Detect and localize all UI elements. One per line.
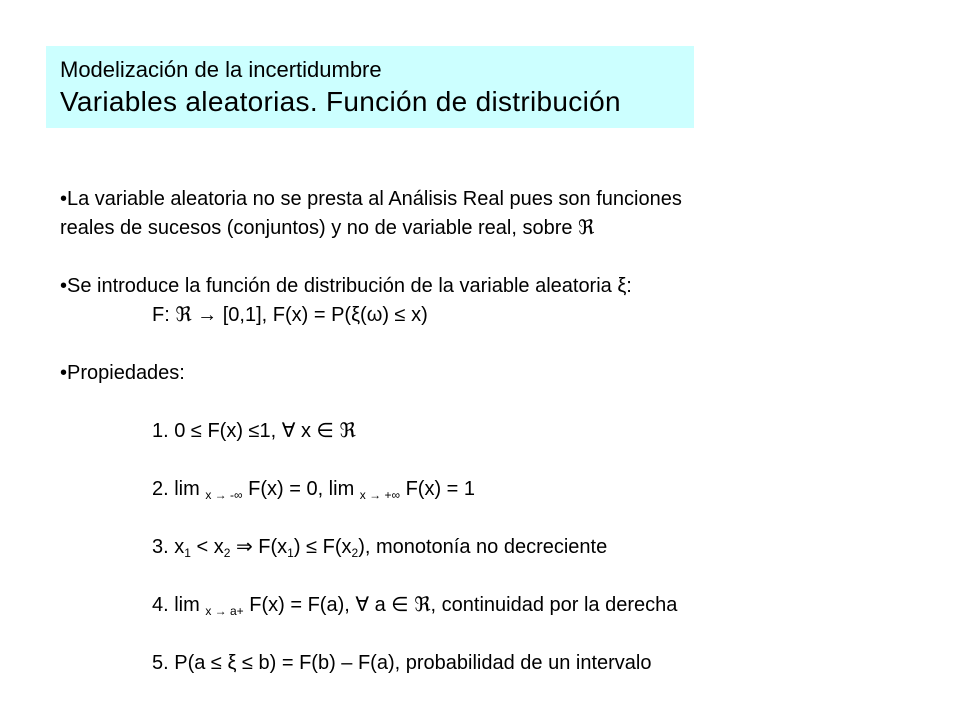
spacer [60,562,920,591]
property-3-sub-4: 2 [351,546,359,560]
spacer [60,243,920,272]
property-2-text-c: F(x) = 1 [400,478,476,500]
property-3-text-c: ⇒ F(x [230,536,288,558]
property-3-sub-2: 2 [223,546,231,560]
slide-body [60,185,920,678]
property-3-text-d: ) ≤ F(x [293,536,352,558]
property-2 [60,475,920,504]
property-1: 1. 0 ≤ F(x) ≤1, ∀ x ∈ ℜ [152,420,356,442]
property-3-text-b: < x [190,536,224,558]
spacer [60,388,920,417]
slide-subtitle: Modelización de la incertidumbre [60,57,382,82]
property-4 [60,591,920,620]
property-2-subscript-2: x → +∞ [359,488,401,502]
property-4-text-b: F(x) = F(a), ∀ a ∈ ℜ, continuidad por la derecha [243,594,678,616]
paragraph-1-line-2: reales de sucesos (conjuntos) y no de variable real, sobre ℜ [60,217,595,239]
property-5: 5. P(a ≤ ξ ≤ b) = F(b) – F(a), probabilidad de un intervalo [152,652,652,674]
title-banner [46,46,694,128]
property-4-text-a: 4. lim [152,594,206,616]
slide-title: Variables aleatorias. Función de distribución [60,86,621,117]
property-3-text-e: ), monotonía no decreciente [358,536,608,558]
spacer [60,620,920,649]
property-2-text-b: F(x) = 0, lim [242,478,360,500]
property-4-subscript: x → a+ [205,604,244,618]
paragraph-1-line-1: •La variable aleatoria no se presta al Análisis Real pues son funciones [60,188,682,210]
property-3-text-a: 3. x [152,536,185,558]
paragraph-2-line-1: •Se introduce la función de distribución de la variable aleatoria ξ: [60,275,632,297]
spacer [60,446,920,475]
property-2-text-a: 2. lim [152,478,206,500]
spacer [60,330,920,359]
property-3-sub-3: 1 [287,546,294,560]
property-2-subscript-1: x → -∞ [205,488,243,502]
property-3-sub-1: 1 [184,546,191,560]
properties-heading: •Propiedades: [60,362,185,384]
property-3 [60,533,920,562]
distribution-function-definition: F: ℜ → [0,1], F(x) = P(ξ(ω) ≤ x) [152,304,428,326]
spacer [60,504,920,533]
